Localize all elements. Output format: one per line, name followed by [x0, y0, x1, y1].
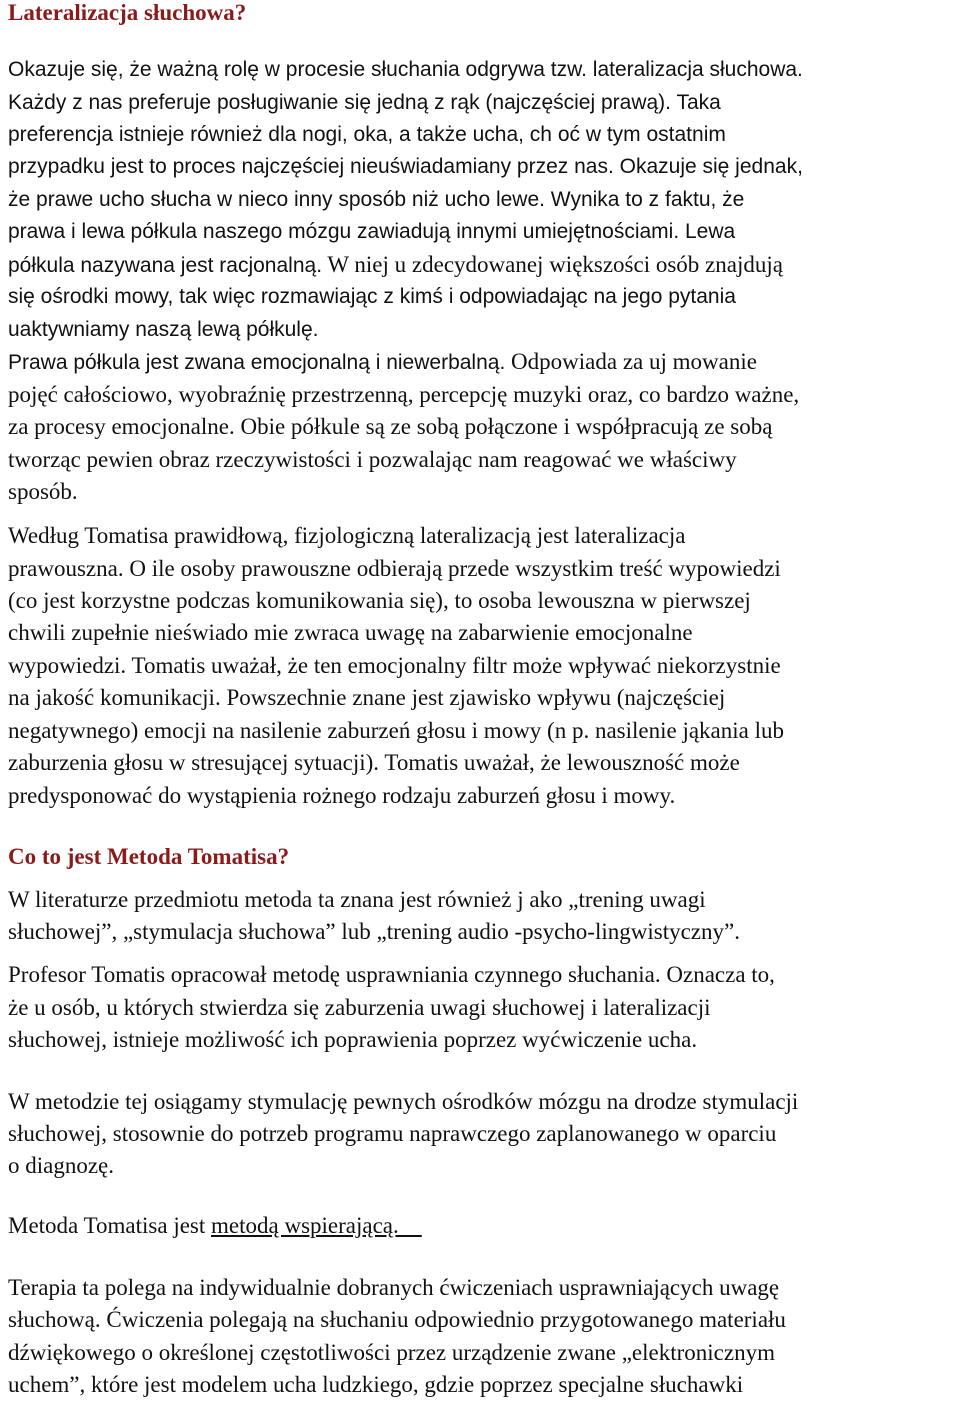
text-line: Okazuje się, że ważną rolę w procesie słuchania odgrywa tzw. lateralizacja słuchowa. — [8, 58, 803, 81]
text-line: uaktywniamy naszą lewą półkulę. — [8, 318, 319, 341]
text-line: przypadku jest to proces najczęściej nieuświadamiany przez nas. Okazuje się jednak, — [8, 155, 803, 178]
text-line: preferencja istnieje również dla nogi, oka, a także ucha, ch oć w tym ostatnim — [8, 123, 726, 146]
underlined-text: metodą wspierającą. — [211, 1213, 422, 1238]
text-line: uchem”, które jest modelem ucha ludzkiego, gdzie poprzez specjalne słuchawki — [8, 1372, 744, 1397]
section-heading-tomatis-method: Co to jest Metoda Tomatisa? — [8, 844, 290, 869]
section-heading-lateralization: Lateralizacja słuchowa? — [8, 0, 247, 25]
text-span: Każdy z nas preferuje posługiwanie się jedną z rąk (najczęściej prawą). Taka — [8, 91, 721, 114]
text-line: się ośrodki mowy, tak więc rozmawiając z kimś i odpowiadając na jego pytania — [8, 285, 736, 308]
text-line: o diagnozę. — [8, 1153, 115, 1178]
text-line: że u osób, u których stwierdza się zaburzenia uwagi słuchowej i lateralizacji — [8, 995, 711, 1020]
text-line: chwili zupełnie nieświado mie zwraca uwagę na zabarwienie emocjonalne — [8, 620, 693, 645]
text-line: Terapia ta polega na indywidualnie dobranych ćwiczeniach usprawniających uwagę — [8, 1275, 780, 1300]
text-line: wypowiedzi. Tomatis uważał, że ten emocjonalny filtr może wpływać niekorzystnie — [8, 653, 781, 678]
text-line: W metodzie tej osiągamy stymulację pewnych ośrodków mózgu na drodze stymulacji — [8, 1089, 799, 1114]
text-line — [8, 1212, 422, 1240]
text-line — [8, 413, 772, 441]
text-line: Profesor Tomatis opracował metodę usprawniania czynnego słuchania. Oznacza to, — [8, 962, 775, 987]
text-line: predysponować do wystąpienia rożnego rodzaju zaburzeń głosu i mowy. — [8, 783, 676, 808]
text-line: prawouszna. O ile osoby prawouszne odbierają przede wszystkim treść wypowiedzi — [8, 556, 781, 581]
text-line: prawa i lewa półkula naszego mózgu zawiadują innymi umiejętnościami. Lewa — [8, 220, 736, 243]
text-line — [8, 251, 783, 280]
text-span: Prawa półkula jest zwana emocjonalną i niewerbalną. — [8, 351, 506, 374]
text-line: pojęć całościowo, wyobraźnię przestrzenną, percepcję muzyki oraz, co bardzo ważne, — [8, 382, 800, 407]
text-span: Metoda Tomatisa jest — [8, 1213, 212, 1238]
text-line: tworząc pewien obraz rzeczywistości i pozwalając nam reagować we właściwy — [8, 447, 737, 472]
text-span: Obie półkule są ze sobą połączone i współpracują ze sobą — [234, 414, 773, 439]
text-line: W literaturze przedmiotu metoda ta znana jest również j ako „trening uwagi — [8, 887, 706, 912]
text-line: Według Tomatisa prawidłową, fizjologiczną lateralizacją jest lateralizacja — [8, 523, 686, 548]
text-span: półkula nazywana jest racjonalną. — [8, 254, 323, 277]
text-line: słuchowej, stosownie do potrzeb programu naprawczego zaplanowanego w oparciu — [8, 1121, 777, 1146]
text-line: słuchowej”, „stymulacja słuchowa” lub „trening audio -psycho-lingwistyczny”. — [8, 919, 740, 944]
text-line: sposób. — [8, 479, 78, 504]
text-line: dźwiękowego o określonej częstotliwości przez urządzenie zwane „elektronicznym — [8, 1340, 775, 1365]
text-line: że prawe ucho słucha w nieco inny sposób niż ucho lewe. Wynika to z faktu, że — [8, 188, 745, 211]
text-span: W niej u zdecydowanej większości osób znajdują — [322, 252, 783, 277]
text-line — [8, 348, 757, 377]
text-line — [8, 89, 721, 117]
text-line: na jakość komunikacji. Powszechnie znane jest zjawisko wpływu (najczęściej — [8, 685, 726, 710]
text-span: za procesy emocjonalne. — [8, 414, 235, 439]
text-line: słuchowej, istnieje możliwość ich poprawienia poprzez wyćwiczenie ucha. — [8, 1027, 698, 1052]
text-line: (co jest korzystne podczas komunikowania się), to osoba lewouszna w pierwszej — [8, 588, 751, 613]
text-span: Odpowiada za uj mowanie — [505, 349, 757, 374]
text-line: negatywnego) emocji na nasilenie zaburzeń głosu i mowy (n p. nasilenie jąkania lub — [8, 718, 785, 743]
text-line: słuchową. Ćwiczenia polegają na słuchaniu odpowiednio przygotowanego materiału — [8, 1307, 786, 1332]
text-line: zaburzenia głosu w stresującej sytuacji). Tomatis uważał, że lewouszność może — [8, 750, 740, 775]
